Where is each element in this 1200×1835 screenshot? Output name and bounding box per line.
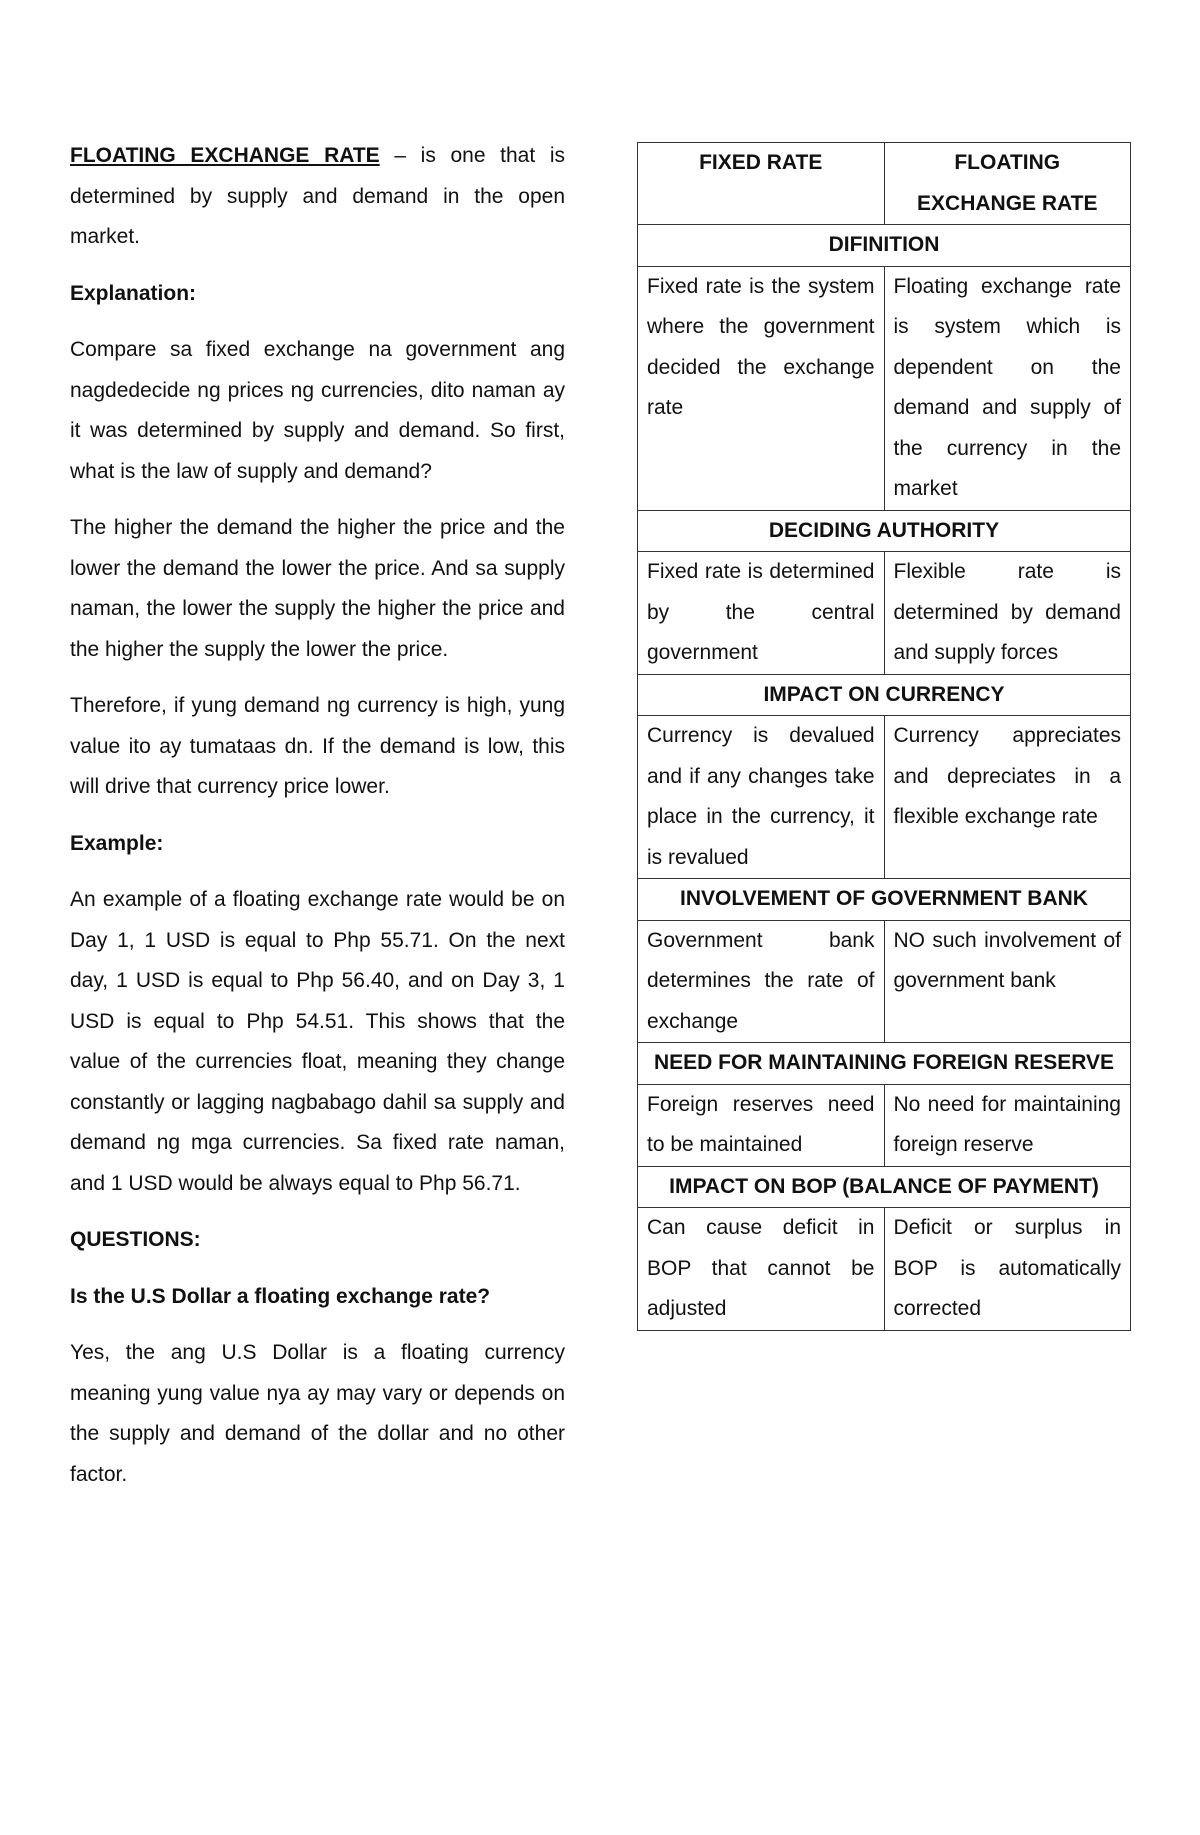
floating-rate-cell: Flexible rate is determined by demand and supply forces — [884, 552, 1131, 675]
floating-rate-cell: Floating exchange rate is system which is dependent on the demand and supply of the currency in the market — [884, 266, 1131, 510]
questions-heading: QUESTIONS: — [70, 1228, 201, 1251]
section-title-row — [638, 879, 1131, 921]
section-title: IMPACT ON BOP (BALANCE OF PAYMENT) — [638, 1166, 1131, 1208]
floating-rate-cell: Currency appreciates and depreciates in a flexible exchange rate — [884, 716, 1131, 879]
section-title-row — [638, 674, 1131, 716]
section-title-row — [638, 1166, 1131, 1208]
fixed-rate-cell: Government bank determines the rate of exchange — [638, 920, 885, 1043]
section-title: IMPACT ON CURRENCY — [638, 674, 1131, 716]
comparison-table — [637, 142, 1131, 1331]
fixed-rate-cell: Fixed rate is the system where the government decided the exchange rate — [638, 266, 885, 510]
section-content-row — [638, 1084, 1131, 1166]
term-heading: FLOATING EXCHANGE RATE — [70, 144, 380, 167]
table-header-row — [638, 143, 1131, 225]
header-fixed-rate: FIXED RATE — [638, 143, 885, 225]
fixed-rate-cell: Fixed rate is determined by the central government — [638, 552, 885, 675]
floating-rate-cell: NO such involvement of government bank — [884, 920, 1131, 1043]
fixed-rate-cell: Foreign reserves need to be maintained — [638, 1084, 885, 1166]
example-paragraph: An example of a floating exchange rate would be on Day 1, 1 USD is equal to Php 55.71. On the next day, 1 USD is equal to Php 56.40, and on Day 3, 1 USD is equal to Php 54.51. This shows that the value of the currencies float, meaning they change constantly or lagging nagbabago dahil sa supply and demand ng mga currencies. Sa fixed rate naman, and 1 USD would be always equal to Php 56.71. — [70, 888, 565, 1195]
definition-paragraph — [70, 136, 565, 258]
fixed-rate-cell: Currency is devalued and if any changes take place in the currency, it is revalued — [638, 716, 885, 879]
explanation-paragraph-1: Compare sa fixed exchange na government ang nagdedecide ng prices ng currencies, dito naman ay it was determined by supply and demand. So first, what is the law of supply and demand? — [70, 338, 565, 483]
section-title-row — [638, 1043, 1131, 1085]
question-text: Is the U.S Dollar a floating exchange rate? — [70, 1284, 491, 1308]
section-content-row — [638, 716, 1131, 879]
floating-rate-cell: Deficit or surplus in BOP is automatically corrected — [884, 1208, 1131, 1331]
section-title-row — [638, 510, 1131, 552]
left-column — [70, 136, 565, 1511]
section-content-row — [638, 1208, 1131, 1331]
header-floating-rate: FLOATING EXCHANGE RATE — [884, 143, 1131, 225]
section-content-row — [638, 266, 1131, 510]
explanation-heading: Explanation: — [70, 281, 197, 305]
section-title: NEED FOR MAINTAINING FOREIGN RESERVE — [638, 1043, 1131, 1085]
table-body — [638, 225, 1131, 1331]
floating-rate-cell: No need for maintaining foreign reserve — [884, 1084, 1131, 1166]
section-title-row — [638, 225, 1131, 267]
example-heading: Example: — [70, 831, 164, 855]
answer-text: Yes, the ang U.S Dollar is a floating currency meaning yung value nya ay may vary or depends on the supply and demand of the dollar and no other factor. — [70, 1341, 565, 1486]
fixed-rate-cell: Can cause deficit in BOP that cannot be adjusted — [638, 1208, 885, 1331]
explanation-paragraph-2: The higher the demand the higher the price and the lower the demand the lower the price. And sa supply naman, the lower the supply the higher the price and the higher the supply the lower the price. — [70, 516, 565, 661]
section-title: DECIDING AUTHORITY — [638, 510, 1131, 552]
section-title: DIFINITION — [638, 225, 1131, 267]
section-title: INVOLVEMENT OF GOVERNMENT BANK — [638, 879, 1131, 921]
comparison-table-wrapper — [637, 142, 1131, 1331]
section-content-row — [638, 552, 1131, 675]
term-definition: – is one that is determined by supply and demand in the open market. — [70, 144, 565, 248]
explanation-paragraph-3: Therefore, if yung demand ng currency is high, yung value ito ay tumataas dn. If the demand is low, this will drive that currency price lower. — [70, 694, 565, 798]
section-content-row — [638, 920, 1131, 1043]
